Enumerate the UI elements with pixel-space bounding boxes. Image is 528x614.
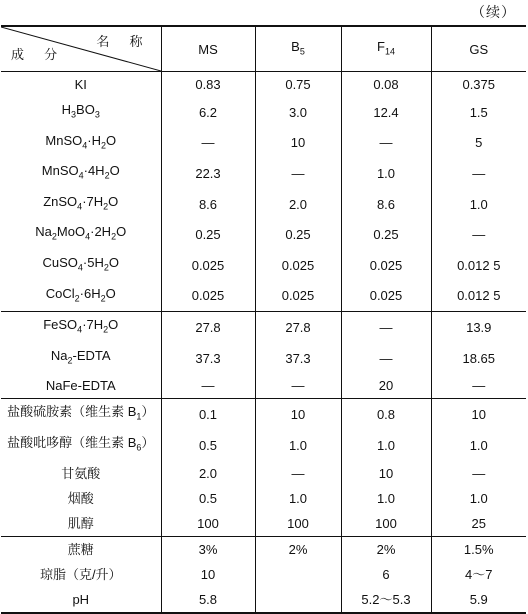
value-cell-f14: 1.0 bbox=[341, 486, 431, 511]
value-cell-ms: 0.1 bbox=[161, 399, 255, 430]
table-row bbox=[1, 536, 526, 562]
table-row bbox=[1, 219, 526, 250]
value-cell-b5: 10 bbox=[255, 399, 341, 430]
value-cell-ms: 0.025 bbox=[161, 281, 255, 312]
value-cell-ms: 0.025 bbox=[161, 250, 255, 281]
value-cell-f14: 0.08 bbox=[341, 72, 431, 98]
value-cell-ms: 100 bbox=[161, 511, 255, 537]
component-cell: $CoCl_2\cdot 6H_2O$ bbox=[1, 281, 161, 312]
table-row bbox=[1, 430, 526, 461]
value-cell-ms: 0.5 bbox=[161, 486, 255, 511]
value-cell-b5: 2% bbox=[255, 536, 341, 562]
value-cell-gs: 25 bbox=[431, 511, 526, 537]
component-cell: pH bbox=[1, 587, 161, 613]
table-row bbox=[1, 562, 526, 587]
table-row bbox=[1, 128, 526, 159]
table-row bbox=[1, 399, 526, 430]
table-row bbox=[1, 486, 526, 511]
value-cell-gs: 10 bbox=[471, 407, 486, 423]
value-cell-ms: 3% bbox=[161, 536, 255, 562]
value-cell-b5: — bbox=[255, 461, 341, 486]
value-cell-gs: 1.0 bbox=[469, 437, 488, 453]
table-row bbox=[1, 312, 526, 343]
component-cell: $FeSO_4\cdot 7H_2O$ bbox=[1, 312, 161, 343]
header-name-label: 名 称 bbox=[96, 35, 151, 50]
value-cell-gs: 1.0 bbox=[469, 490, 488, 506]
value-cell-ms: 2.0 bbox=[161, 461, 255, 486]
value-cell-f14: 1.0 bbox=[341, 158, 431, 189]
component-cell: $ZnSO_4\cdot 7H_2O$ bbox=[1, 189, 161, 220]
value-cell-b5: 2.0 bbox=[255, 189, 341, 220]
table-row bbox=[1, 189, 526, 220]
column-header-gs: GS bbox=[431, 26, 526, 72]
value-cell-f14: 5.2～5.3 bbox=[341, 587, 431, 613]
value-cell-gs: 13.9 bbox=[466, 319, 492, 335]
value-cell-f14: 0.25 bbox=[341, 219, 431, 250]
value-cell-b5: 0.25 bbox=[255, 219, 341, 250]
medium-composition-table bbox=[1, 25, 526, 614]
table-row bbox=[1, 461, 526, 486]
column-header-ms: MS bbox=[161, 26, 255, 72]
value-cell-gs: — bbox=[472, 227, 486, 243]
value-cell-gs: 5 bbox=[475, 135, 483, 151]
component-cell: KI bbox=[1, 72, 161, 98]
value-cell-b5: 10 bbox=[255, 128, 341, 159]
value-cell-gs: 0.012 5 bbox=[457, 257, 501, 273]
table-row bbox=[1, 511, 526, 537]
value-cell-gs: 5.9 bbox=[469, 591, 488, 607]
value-cell-ms: 27.8 bbox=[161, 312, 255, 343]
table-row bbox=[1, 343, 526, 374]
value-cell-ms: 6.2 bbox=[161, 97, 255, 128]
table-row bbox=[1, 158, 526, 189]
table-header-row bbox=[1, 26, 526, 72]
value-cell-f14: — bbox=[341, 343, 431, 374]
value-cell-b5: — bbox=[255, 158, 341, 189]
value-cell-b5: 0.025 bbox=[255, 250, 341, 281]
value-cell-b5: 100 bbox=[255, 511, 341, 537]
value-cell-b5 bbox=[255, 562, 341, 587]
value-cell-b5: 27.8 bbox=[255, 312, 341, 343]
value-cell-f14: 20 bbox=[341, 373, 431, 399]
value-cell-b5: 1.0 bbox=[255, 486, 341, 511]
header-component-label: 成 分 bbox=[11, 48, 66, 63]
table-row bbox=[1, 97, 526, 128]
value-cell-f14: — bbox=[341, 312, 431, 343]
component-cell: NaFe-EDTA bbox=[1, 373, 161, 399]
value-cell-b5: 0.025 bbox=[255, 281, 341, 312]
value-cell-f14: 12.4 bbox=[341, 97, 431, 128]
diagonal-header-cell bbox=[1, 26, 161, 72]
value-cell-ms: 8.6 bbox=[161, 189, 255, 220]
value-cell-ms: 10 bbox=[161, 562, 255, 587]
component-cell: 肌醇 bbox=[1, 511, 161, 537]
component-cell: $MnSO_4\cdot H_2O$ bbox=[1, 128, 161, 159]
value-cell-ms: 37.3 bbox=[161, 343, 255, 374]
value-cell-gs: — bbox=[472, 165, 486, 181]
value-cell-gs: 1.5 bbox=[469, 104, 488, 120]
value-cell-f14: 0.8 bbox=[341, 399, 431, 430]
value-cell-f14: 100 bbox=[341, 511, 431, 537]
value-cell-gs: 1.5% bbox=[463, 541, 494, 557]
column-header-b5-label: $B_5$ bbox=[291, 38, 305, 57]
component-cell: 烟酸 bbox=[1, 486, 161, 511]
component-cell: $Na_2MoO_4\cdot 2H_2O$ bbox=[1, 219, 161, 250]
value-cell-b5: 0.75 bbox=[255, 72, 341, 98]
value-cell-gs: 0.012 5 bbox=[431, 281, 526, 312]
component-cell: 蔗糖 bbox=[1, 536, 161, 562]
value-cell-f14: 1.0 bbox=[341, 430, 431, 461]
component-cell: $Na_2$-EDTA bbox=[1, 343, 161, 374]
table-row bbox=[1, 72, 526, 98]
value-cell-b5: 37.3 bbox=[255, 343, 341, 374]
column-header-f14 bbox=[341, 26, 431, 72]
value-cell-ms: 0.83 bbox=[161, 72, 255, 98]
value-cell-ms: — bbox=[161, 128, 255, 159]
table-row bbox=[1, 250, 526, 281]
value-cell-gs: 18.65 bbox=[462, 350, 496, 366]
value-cell-ms: 22.3 bbox=[161, 158, 255, 189]
component-cell: 盐酸硫胺素（维生素 $B_1$） bbox=[1, 399, 161, 430]
value-cell-gs: 4～7 bbox=[465, 566, 493, 582]
component-cell: 琼脂（克/升） bbox=[1, 562, 161, 587]
continued-label: （续） bbox=[471, 5, 516, 21]
value-cell-f14: 10 bbox=[341, 461, 431, 486]
value-cell-ms: — bbox=[161, 373, 255, 399]
column-header-b5 bbox=[255, 26, 341, 72]
component-cell: $H_3BO_3$ bbox=[1, 97, 161, 128]
column-header-f14-label: $F_{14}$ bbox=[377, 38, 395, 57]
value-cell-b5: 3.0 bbox=[255, 97, 341, 128]
value-cell-gs: 0.375 bbox=[462, 77, 496, 92]
component-cell: 甘氨酸 bbox=[1, 461, 161, 486]
value-cell-b5: 1.0 bbox=[255, 430, 341, 461]
table-row bbox=[1, 373, 526, 399]
value-cell-b5: — bbox=[255, 373, 341, 399]
value-cell-f14: 0.025 bbox=[341, 281, 431, 312]
value-cell-b5 bbox=[255, 587, 341, 613]
table-row bbox=[1, 281, 526, 312]
value-cell-ms: 5.8 bbox=[161, 587, 255, 613]
component-cell: 盐酸吡哆醇（维生素 $B_6$） bbox=[1, 430, 161, 461]
component-cell: $MnSO_4\cdot 4H_2O$ bbox=[1, 158, 161, 189]
value-cell-gs: — bbox=[472, 465, 486, 481]
value-cell-f14: — bbox=[341, 128, 431, 159]
table-row bbox=[1, 587, 526, 613]
value-cell-ms: 0.25 bbox=[161, 219, 255, 250]
value-cell-gs: — bbox=[431, 373, 526, 399]
value-cell-f14: 8.6 bbox=[341, 189, 431, 220]
value-cell-ms: 0.5 bbox=[161, 430, 255, 461]
value-cell-f14: 2% bbox=[341, 536, 431, 562]
component-cell: $CuSO_4\cdot 5H_2O$ bbox=[1, 250, 161, 281]
value-cell-f14: 0.025 bbox=[341, 250, 431, 281]
value-cell-gs: 1.0 bbox=[469, 196, 488, 212]
value-cell-f14: 6 bbox=[341, 562, 431, 587]
